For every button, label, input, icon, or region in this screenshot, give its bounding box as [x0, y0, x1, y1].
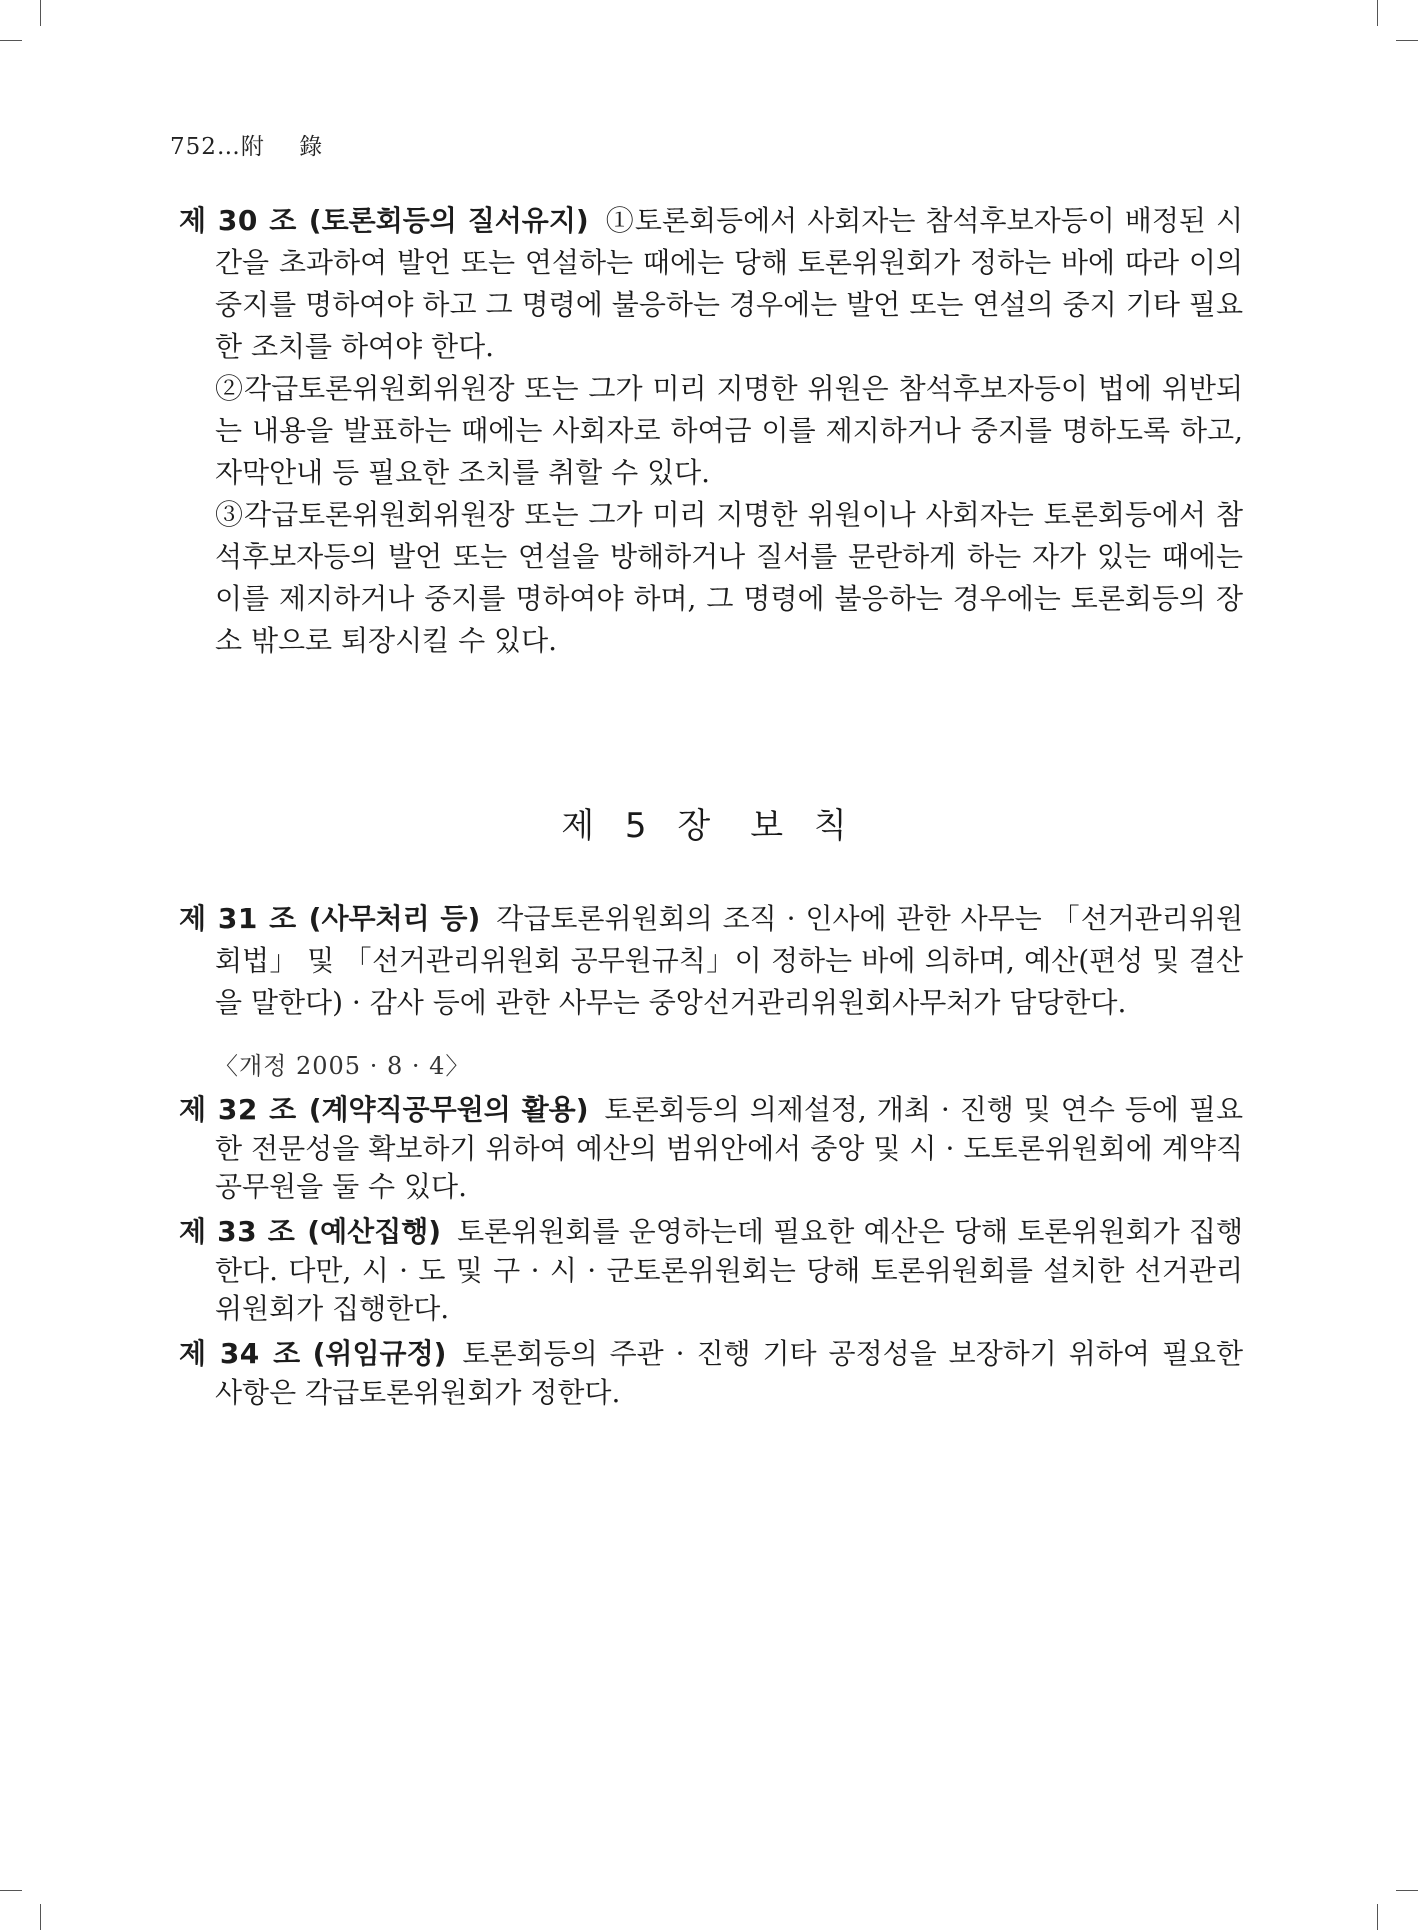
article-30-paragraph-2: ②각급토론위원회위원장 또는 그가 미리 지명한 위원은 참석후보자등이 법에 위반되는 내용을 발표하는 때에는 사회자로 하여금 이를 제지하거나 중지를 명하도록 하고, 자막안내 등 필요한 조치를 취할 수 있다. [215, 372, 1243, 489]
article-text: 토론회등의 의제설정, 개최 · 진행 및 연수 등에 필요한 전문성을 확보하기 위하여 예산의 범위안에서 중앙 및 시 · 도토론위원회에 계약직공무원을 둘 수 있다. [215, 1093, 1243, 1204]
article-text: 토론회등의 주관 · 진행 기타 공정성을 보장하기 위하여 필요한 사항은 각급토론위원회가 정한다. [215, 1337, 1243, 1409]
chapter-heading [0, 798, 1418, 847]
article-text: 각급토론위원회의 조직 · 인사에 관한 사무는 「선거관리위원회법」 및 「선거관리위원회 공무원규칙」이 정하는 바에 의하며, 예산(편성 및 결산을 말한다) · 감사 등에 관한 사무는 중앙선거관리위원회사무처가 담당한다. [215, 902, 1243, 1019]
article-number: 제 31 조 [179, 902, 297, 935]
crop-mark [1377, 0, 1378, 26]
running-header [170, 128, 336, 161]
article-32 [179, 1091, 1243, 1207]
amendment-note: 〈개정 2005 · 8 · 4〉 [214, 1052, 471, 1080]
chapter-title: 보 칙 [750, 806, 857, 846]
article-number: 제 34 조 [179, 1337, 301, 1370]
article-33-paragraph [179, 1213, 1243, 1329]
crop-mark [1396, 40, 1418, 41]
article-30-paragraph-3: ③각급토론위원회위원장 또는 그가 미리 지명한 위원이나 사회자는 토론회등에서 참석후보자등의 발언 또는 연설을 방해하거나 질서를 문란하게 하는 자가 있는 때에는 이를 제지하거나 중지를 명하여야 하며, 그 명령에 불응하는 경우에는 토론회등의 장소 밖으로 퇴장시킬 수 있다. [215, 498, 1243, 657]
crop-mark [0, 1890, 22, 1891]
article-34 [179, 1335, 1243, 1412]
article-number: 제 33 조 [179, 1215, 296, 1248]
crop-mark [1377, 1904, 1378, 1930]
article-31-paragraph [179, 898, 1243, 1024]
article-title: (예산집행) [307, 1215, 442, 1248]
crop-mark [40, 1904, 41, 1930]
crop-mark [40, 0, 41, 26]
section-name: 附 錄 [240, 134, 337, 160]
article-32-paragraph [179, 1091, 1243, 1207]
article-title: (위임규정) [312, 1337, 447, 1370]
article-title: (토론회등의 질서유지) [308, 204, 589, 237]
crop-mark [1396, 1890, 1418, 1891]
article-33 [179, 1213, 1243, 1329]
article-text: ①토론회등에서 사회자는 참석후보자등이 배정된 시간을 초과하여 발언 또는 연설하는 때에는 당해 토론위원회가 정하는 바에 따라 이의 중지를 명하여야 하고 그 명령에 불응하는 경우에는 발언 또는 연설의 중지 기타 필요한 조치를 하여야 한다. [215, 204, 1243, 363]
page-number: 752 [170, 134, 217, 160]
article-number: 제 30 조 [179, 204, 297, 237]
article-31 [179, 898, 1243, 1024]
crop-mark [0, 40, 22, 41]
article-30 [179, 200, 1243, 662]
article-34-paragraph [179, 1335, 1243, 1412]
article-30-paragraph-1 [179, 200, 1243, 368]
article-number: 제 32 조 [179, 1093, 297, 1126]
article-text: 토론위원회를 운영하는데 필요한 예산은 당해 토론위원회가 집행한다. 다만, 시 · 도 및 구 · 시 · 군토론위원회는 당해 토론위원회를 설치한 선거관리위원회가 집행한다. [215, 1215, 1243, 1326]
header-separator: … [216, 134, 241, 160]
chapter-number: 제 5 장 [561, 806, 721, 846]
article-title: (사무처리 등) [308, 902, 481, 935]
article-title: (계약직공무원의 활용) [308, 1093, 589, 1126]
